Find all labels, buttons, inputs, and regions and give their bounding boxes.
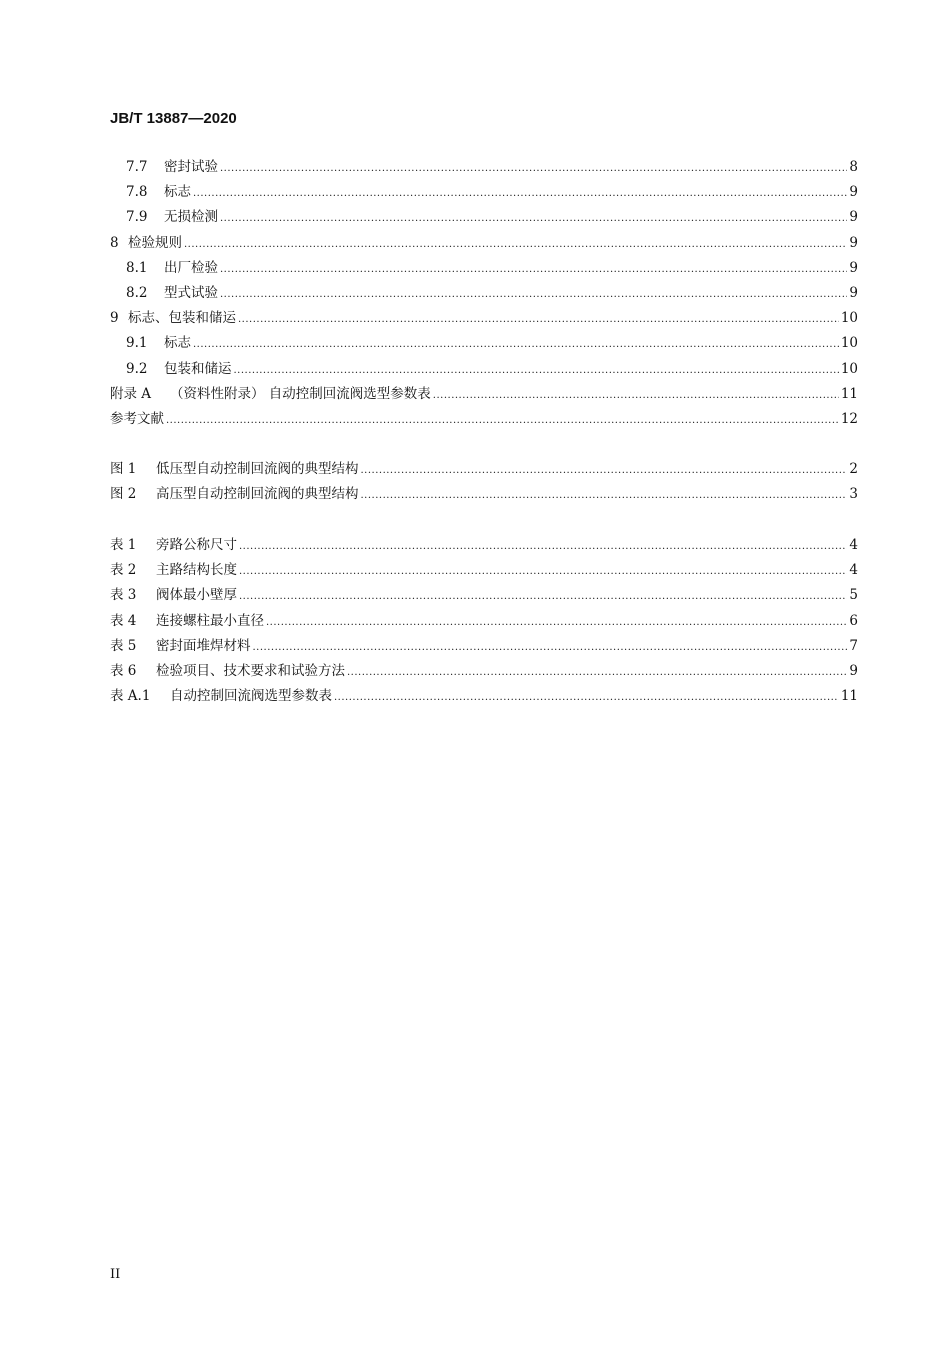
dot-leader [433,386,839,406]
entry-title: 连接螺柱最小直径 [156,612,264,629]
entry-title: 包装和储运 [164,360,232,377]
toc-entry[interactable] [110,484,858,504]
dot-leader [239,537,847,557]
entry-title: 标志、包装和储运 [128,310,236,327]
entry-number: 9 [110,310,119,327]
entry-page: 9 [849,234,858,251]
toc-entry[interactable] [126,333,858,353]
toc-entry[interactable] [110,535,858,555]
entry-title: 阀体最小壁厚 [156,587,237,604]
entry-page: 5 [849,587,858,604]
dot-leader [220,209,847,229]
entry-title: 主路结构长度 [156,562,237,579]
dot-leader [253,638,848,658]
entry-page: 7 [849,637,858,654]
entry-page: 3 [849,486,858,503]
toc-entry[interactable] [110,308,858,328]
dot-leader [266,613,847,633]
entry-title: 型式试验 [164,285,218,301]
entry-title: 检验规则 [128,234,182,251]
toc-entry[interactable] [110,459,858,479]
toc-entry[interactable] [110,585,858,605]
entry-page: 10 [840,360,858,377]
dot-leader [239,587,847,607]
entry-title: 无损检测 [164,209,218,226]
toc-entry[interactable] [110,233,858,253]
dot-leader [220,159,847,179]
dot-leader [334,688,839,708]
entry-number: 表 5 [110,637,137,654]
entry-page: 9 [849,184,858,201]
entry-page: 4 [849,562,858,579]
entry-title: 检验项目、技术要求和试验方法 [156,663,345,679]
entry-page: 11 [840,385,858,402]
toc-entry[interactable] [110,560,858,580]
entry-title: 出厂检验 [164,259,218,276]
entry-number: 表 1 [110,537,137,553]
toc-entry[interactable] [126,258,858,278]
dot-leader [361,486,848,506]
entry-number: 7.7 [126,159,148,175]
toc-entry[interactable] [110,661,858,681]
entry-title: 密封试验 [164,159,218,175]
entry-number: 表 2 [110,562,137,579]
dot-leader [220,285,847,305]
entry-page: 9 [849,209,858,226]
entry-number: 8.2 [126,285,148,301]
entry-page: 12 [840,411,858,427]
page-number: II [110,1267,121,1282]
dot-leader [166,411,839,431]
entry-number: 表 4 [110,612,137,629]
entry-title: 低压型自动控制回流阀的典型结构 [156,461,359,477]
toc-entry[interactable] [110,384,858,404]
toc-entry[interactable] [126,182,858,202]
entry-number: 表 6 [110,663,137,679]
entry-number: 7.8 [126,184,148,201]
entry-number: 表 3 [110,587,137,604]
toc-entry[interactable] [110,636,858,656]
entry-page: 11 [840,688,858,705]
entry-number: 表 A.1 [110,688,151,705]
dot-leader [193,335,839,355]
dot-leader [361,461,848,481]
entry-number: 图 2 [110,486,137,503]
entry-title: 旁路公称尺寸 [156,537,237,553]
entry-title: （资料性附录） 自动控制回流阀选型参数表 [170,385,431,402]
dot-leader [347,663,847,683]
entry-page: 6 [849,612,858,629]
toc-entry[interactable] [110,686,858,706]
dot-leader [184,235,847,255]
entry-title: 自动控制回流阀选型参数表 [170,688,332,705]
toc-entry[interactable] [110,611,858,631]
entry-number: 9.1 [126,335,148,352]
entry-number: 7.9 [126,209,148,226]
dot-leader [220,260,847,280]
entry-page: 9 [849,259,858,276]
entry-page: 9 [849,663,858,679]
entry-page: 4 [849,537,858,553]
entry-number: 图 1 [110,461,137,477]
dot-leader [193,184,847,204]
dot-leader [234,361,839,381]
entry-number: 8.1 [126,259,148,276]
toc-entry[interactable] [126,207,858,227]
entry-number: 8 [110,234,119,251]
toc-entry[interactable] [126,283,858,303]
entry-page: 10 [840,310,858,327]
toc-entry[interactable] [126,157,858,177]
entry-number: 9.2 [126,360,148,377]
toc-entry[interactable] [126,359,858,379]
entry-page: 2 [849,461,858,477]
entry-title: 高压型自动控制回流阀的典型结构 [156,486,359,503]
dot-leader [238,310,839,330]
entry-title: 标志 [164,335,191,352]
entry-title: 标志 [164,184,191,201]
entry-page: 8 [849,159,858,175]
dot-leader [239,562,847,582]
entry-page: 10 [840,335,858,352]
entry-number: 附录 A [110,385,152,402]
document-code-header: JB/T 13887—2020 [110,110,237,127]
entry-page: 9 [849,285,858,301]
entry-title: 密封面堆焊材料 [156,637,251,654]
entry-title: 参考文献 [110,411,164,427]
toc-entry[interactable] [110,409,858,429]
